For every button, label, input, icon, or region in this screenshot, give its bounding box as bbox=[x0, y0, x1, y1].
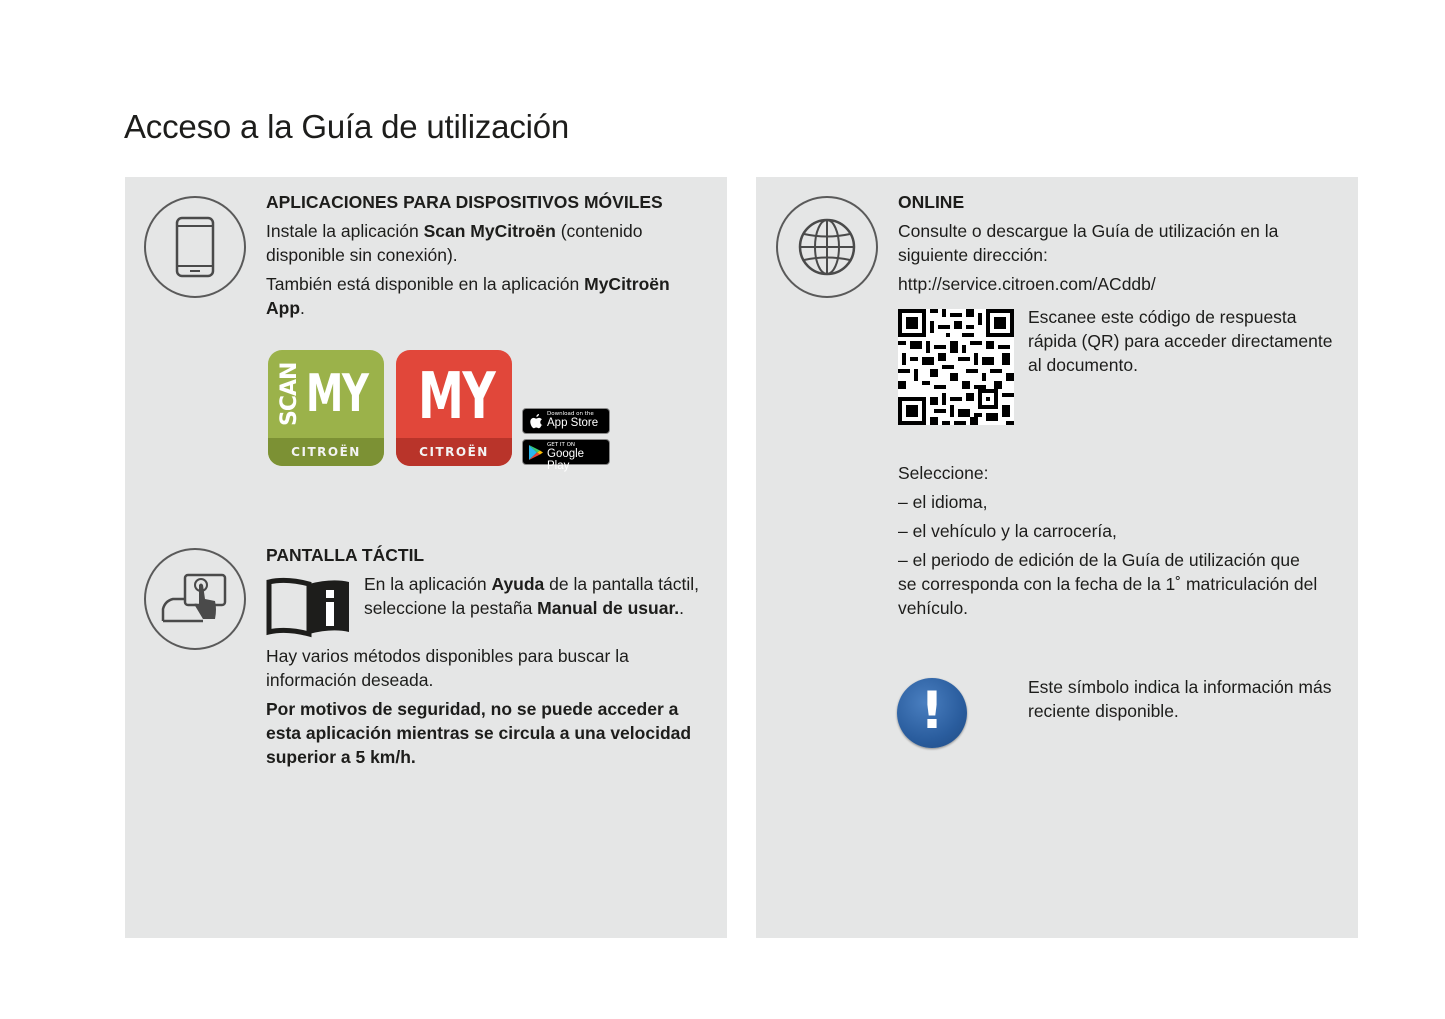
app-store-name: App Store bbox=[547, 417, 599, 429]
exclamation-mark: ! bbox=[920, 681, 944, 741]
scan-mycitroen-app-icon[interactable] bbox=[268, 350, 384, 466]
qr-description: Escanee este código de respuesta rápida (QR) para acceder directamente al documento. bbox=[1028, 307, 1333, 375]
google-play-badge[interactable] bbox=[522, 439, 610, 472]
touchscreen-icon bbox=[144, 548, 246, 650]
apps-paragraph-1: Instale la aplicación Scan MyCitroën (contenido disponible sin conexión). bbox=[266, 221, 643, 265]
service-url-link[interactable]: http://service.citroen.com/ACddb/ bbox=[898, 274, 1156, 294]
latest-info-description: Este símbolo indica la información más reciente disponible. bbox=[1028, 677, 1332, 721]
mycitroen-app-icon[interactable] bbox=[396, 350, 512, 466]
safety-warning: Por motivos de seguridad, no se puede acceder a esta aplicación mientras se circula a una velocidad superior a 5 km/h. bbox=[266, 699, 692, 767]
scan-brand-label: CITROËN bbox=[291, 445, 361, 459]
online-heading: ONLINE bbox=[898, 192, 965, 212]
apps-paragraph-2: También está disponible en la aplicación MyCitroën App. bbox=[266, 274, 670, 318]
app-store-badge[interactable] bbox=[522, 408, 610, 434]
apps-heading: APLICACIONES PARA DISPOSITIVOS MÓVILES bbox=[266, 192, 663, 212]
touchscreen-instructions: En la aplicación Ayuda de la pantalla táctil, seleccione la pestaña Manual de usuar.. bbox=[364, 574, 699, 618]
apple-icon bbox=[528, 413, 544, 430]
google-play-small-label: GET IT ON bbox=[547, 442, 576, 448]
my-label: MY bbox=[418, 360, 495, 434]
page-title: Acceso a la Guía de utilización bbox=[124, 108, 570, 145]
globe-icon bbox=[776, 196, 878, 298]
smartphone-icon bbox=[144, 196, 246, 298]
select-label: Seleccione: bbox=[898, 463, 989, 483]
scan-my-label: MY bbox=[306, 364, 368, 424]
qr-code[interactable] bbox=[898, 309, 1014, 425]
list-item-edition-period: – el periodo de edición de la Guía de utilización que se corresponda con la fecha de la 1˚ matriculación del vehículo. bbox=[898, 550, 1318, 618]
google-play-name: Google Play bbox=[547, 448, 585, 472]
my-brand-label: CITROËN bbox=[419, 445, 489, 459]
app-store-small-label: Download on the bbox=[547, 411, 594, 417]
touchscreen-heading: PANTALLA TÁCTIL bbox=[266, 545, 425, 565]
latest-info-icon bbox=[897, 678, 967, 748]
scan-label: SCAN bbox=[277, 362, 302, 426]
list-item-vehicle: – el vehículo y la carrocería, bbox=[898, 521, 1117, 541]
manual-book-icon bbox=[266, 576, 352, 638]
google-play-icon bbox=[528, 444, 544, 461]
list-item-language: – el idioma, bbox=[898, 492, 988, 512]
touchscreen-paragraph-2: Hay varios métodos disponibles para buscar la información deseada. bbox=[266, 646, 629, 690]
online-description: Consulte o descargue la Guía de utilización en la siguiente dirección: bbox=[898, 221, 1279, 265]
